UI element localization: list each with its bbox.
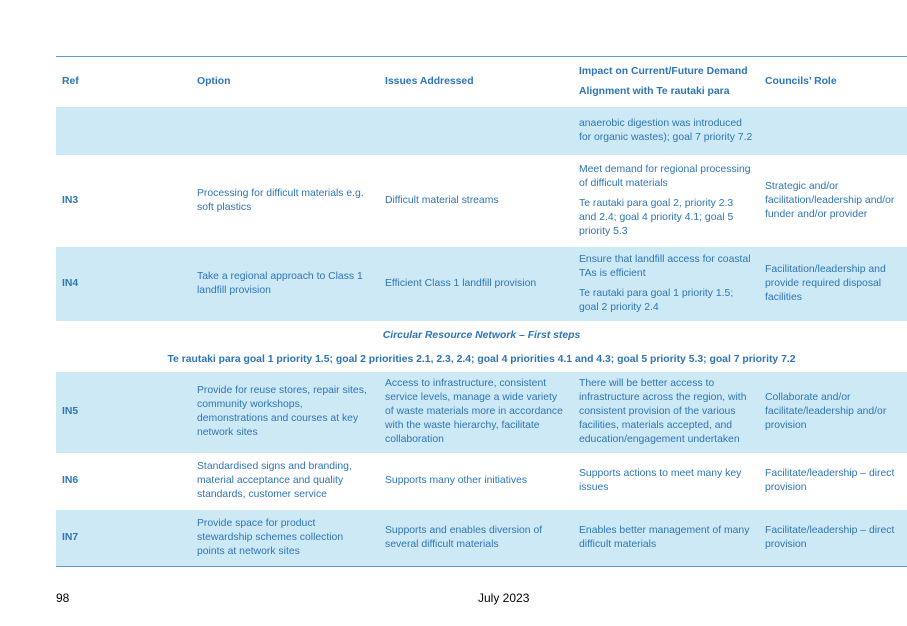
row-ref: IN5 bbox=[56, 371, 191, 453]
row-ref: IN6 bbox=[56, 453, 191, 510]
row-option: Provide space for product stewardship schemes collection points at network sites bbox=[191, 510, 379, 567]
header-impact bbox=[573, 57, 759, 107]
row-option: Processing for difficult materials e.g. soft plastics bbox=[191, 155, 379, 247]
row-impact-alignment: Te rautaki para goal 1 priority 1.5; goal 2 priority 2.4 bbox=[579, 287, 734, 313]
table-row bbox=[56, 453, 907, 510]
row-impact: Enables better management of many difficult materials bbox=[573, 510, 759, 567]
row-impact-demand: Meet demand for regional processing of difficult materials bbox=[579, 163, 751, 189]
header-role: Councils’ Role bbox=[765, 75, 837, 87]
row-issues: Efficient Class 1 landfill provision bbox=[379, 247, 573, 321]
row-role: Collaborate and/or facilitate/leadership and/or provision bbox=[759, 371, 907, 453]
row-impact bbox=[573, 247, 759, 321]
row-role: Strategic and/or facilitation/leadership and/or funder and/or provider bbox=[759, 155, 907, 247]
row-issues: Supports and enables diversion of several difficult materials bbox=[379, 510, 573, 567]
row-role: Facilitate/leadership – direct provision bbox=[759, 510, 907, 567]
row-ref: IN7 bbox=[56, 510, 191, 567]
row-impact-demand: Ensure that landfill access for coastal TAs is efficient bbox=[579, 253, 751, 279]
header-impact-line1: Impact on Current/Future Demand bbox=[579, 65, 748, 77]
row-issues: Access to infrastructure, consistent service levels, manage a wide variety of waste materials more in accordance with the waste hierarchy, facilitate collaboration bbox=[379, 371, 573, 453]
row-option: Take a regional approach to Class 1 landfill provision bbox=[191, 247, 379, 321]
table-row-continuation bbox=[56, 107, 907, 155]
table-row bbox=[56, 510, 907, 567]
row-ref: IN3 bbox=[56, 155, 191, 247]
row-role: Facilitation/leadership and provide required disposal facilities bbox=[759, 247, 907, 321]
table-header-row bbox=[56, 57, 907, 107]
header-impact-line2: Alignment with Te rautaki para bbox=[579, 85, 730, 97]
options-table bbox=[56, 56, 907, 567]
table-row bbox=[56, 155, 907, 247]
row-impact: There will be better access to infrastructure across the region, with consistent provision of the various facilities, materials accepted, and education/engagement undertaken bbox=[573, 371, 759, 453]
continuation-impact: anaerobic digestion was introduced for organic wastes); goal 7 priority 7.2 bbox=[573, 107, 759, 155]
row-option: Standardised signs and branding, material acceptance and quality standards, customer service bbox=[191, 453, 379, 510]
header-issues: Issues Addressed bbox=[385, 75, 474, 87]
table-row bbox=[56, 247, 907, 321]
row-impact-alignment: Te rautaki para goal 2, priority 2.3 and 2.4; goal 4 priority 4.1; goal 5 priority 5.3 bbox=[579, 197, 734, 237]
header-option: Option bbox=[197, 75, 231, 87]
footer-date: July 2023 bbox=[478, 591, 530, 605]
section-title: Circular Resource Network – First steps bbox=[56, 321, 907, 351]
row-impact: Supports actions to meet many key issues bbox=[573, 453, 759, 510]
section-title-row bbox=[56, 321, 907, 351]
row-impact bbox=[573, 155, 759, 247]
section-subtitle-row bbox=[56, 351, 907, 371]
row-issues: Difficult material streams bbox=[379, 155, 573, 247]
section-subtitle: Te rautaki para goal 1 priority 1.5; goal 2 priorities 2.1, 2.3, 2.4; goal 4 priorities 4.1 and 4.3; goal 5 priority 5.3; goal 7 priority 7.2 bbox=[56, 351, 907, 371]
page-number: 98 bbox=[56, 591, 70, 605]
table-row bbox=[56, 371, 907, 453]
header-ref: Ref bbox=[62, 75, 79, 87]
row-ref: IN4 bbox=[56, 247, 191, 321]
row-option: Provide for reuse stores, repair sites, community workshops, demonstrations and courses at key network sites bbox=[191, 371, 379, 453]
row-role: Facilitate/leadership – direct provision bbox=[759, 453, 907, 510]
row-issues: Supports many other initiatives bbox=[379, 453, 573, 510]
